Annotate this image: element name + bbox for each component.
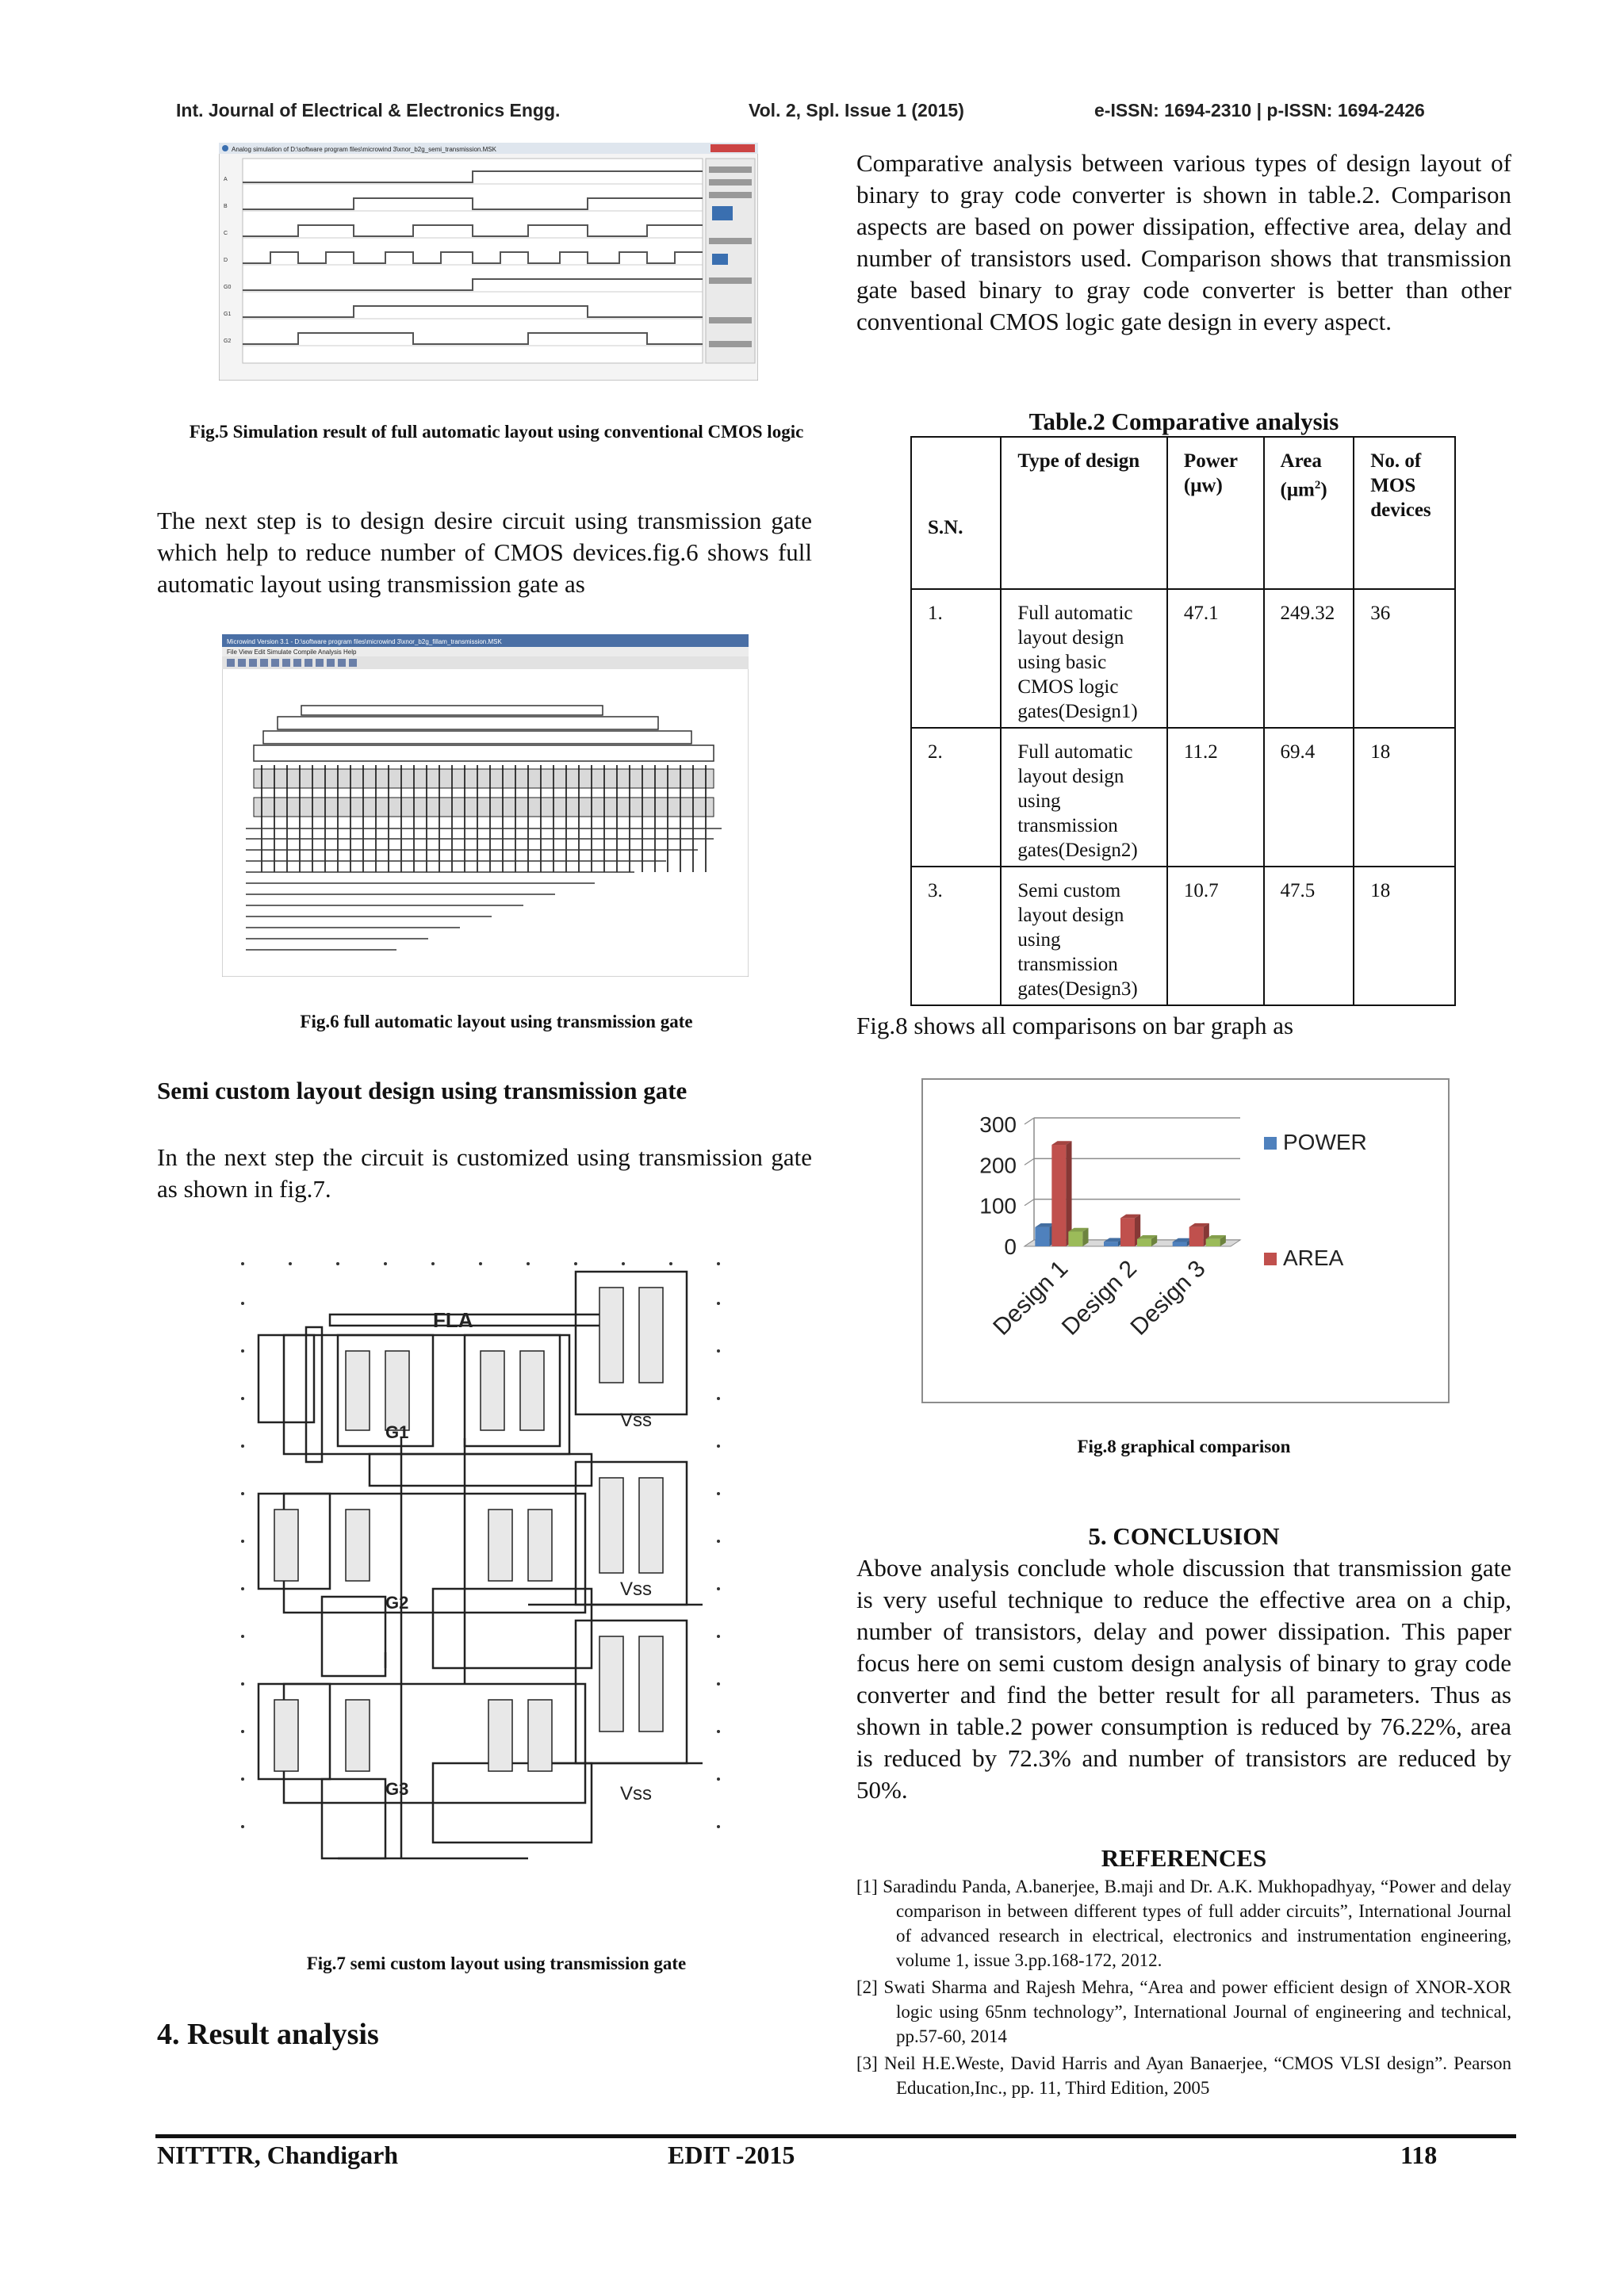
row2-mos: 18 <box>1354 728 1455 867</box>
bar-face <box>1051 1145 1066 1246</box>
left-paragraph-2: In the next step the circuit is customized using transmission gate as shown in fig.7. <box>157 1143 812 1203</box>
reference-2: [2] Swati Sharma and Rajesh Mehra, “Area and power efficient design of XNOR-XOR logic using 65nm technology”, International Journal of engineering and technical, pp.57-60, 2014 <box>856 1977 1511 2046</box>
fig7-label-g1: G1 <box>385 1422 409 1442</box>
svg-text:C: C <box>224 231 228 236</box>
header-type: Type of design <box>1001 437 1167 589</box>
table-row <box>911 728 1455 867</box>
fig7-label-g2: G2 <box>385 1593 409 1613</box>
row1-sn: 1. <box>911 589 1001 728</box>
svg-text:B: B <box>224 204 228 209</box>
fig7-label-g3: G3 <box>385 1779 409 1799</box>
row3-mos: 18 <box>1354 867 1455 1005</box>
header-area-prefix: Area (μm <box>1280 450 1322 501</box>
fig7-label-fla: FLA <box>433 1308 473 1332</box>
fig8-bar-chart <box>921 1078 1450 1403</box>
page-number: 118 <box>1400 2141 1438 2169</box>
fig5-window-title: Analog simulation of D:\software program files\microwind 3\xnor_b2g_semi_transmission.MSK <box>232 146 496 153</box>
legend-swatch <box>1264 1253 1277 1265</box>
bar-face <box>1206 1239 1220 1246</box>
reference-1: [1] Saradindu Panda, A.banerjee, B.maji and Dr. A.K. Mukhopadhyay, “Power and delay comparison in between different types of full adder circuits”, International Journal of advanced research in electrical, electronics and instrumentation engineering, volume 1, issue 3.pp.168-172, 2012. <box>856 1877 1511 1970</box>
volume-info: Vol. 2, Spl. Issue 1 (2015) <box>749 100 964 121</box>
row3-type: Semi custom layout design using transmission gates(Design3) <box>1001 867 1167 1005</box>
left-paragraph-1: The next step is to design desire circuit using transmission gate which help to reduce number of CMOS devices.fig.6 shows full automatic layout using transmission gate as <box>157 507 812 598</box>
fig7-semi-custom-layout <box>227 1256 734 1903</box>
table-title: Table.2 Comparative analysis <box>1028 408 1339 435</box>
fig6-caption: Fig.6 full automatic layout using transmission gate <box>300 1012 693 1031</box>
conclusion-heading: 5. CONCLUSION <box>1088 1522 1280 1550</box>
bar-face <box>1189 1227 1204 1246</box>
row3-area: 47.5 <box>1264 867 1354 1005</box>
table-header-row <box>911 437 1455 589</box>
svg-text:G2: G2 <box>224 339 232 344</box>
header-area-suffix: ) <box>1320 479 1327 501</box>
category-label: Design 1 <box>988 1255 1074 1341</box>
row2-sn: 2. <box>911 728 1001 867</box>
footer-event: EDIT -2015 <box>668 2141 795 2169</box>
bar-face <box>1120 1218 1135 1246</box>
fig7-label-vss-3: Vss <box>620 1783 653 1804</box>
table-row <box>911 589 1455 728</box>
fig5-caption: Fig.5 Simulation result of full automatic layout using conventional CMOS logic <box>189 422 804 442</box>
section-4-heading: 4. Result analysis <box>157 2018 379 2051</box>
fig6-window-title: Microwind Version 3.1 - D:\software program files\microwind 3\xnor_b2g_fillam_transmission.MSK <box>227 638 502 645</box>
fig8-intro: Fig.8 shows all comparisons on bar graph as <box>856 1012 1294 1039</box>
legend-label: POWER <box>1283 1130 1367 1154</box>
row2-power: 11.2 <box>1167 728 1264 867</box>
legend-swatch <box>1264 1137 1277 1150</box>
y-tick-label: 100 <box>979 1193 1017 1219</box>
row1-power: 47.1 <box>1167 589 1264 728</box>
category-label: Design 2 <box>1056 1255 1142 1341</box>
journal-name: Int. Journal of Electrical & Electronics Engg. <box>176 100 561 121</box>
svg-text:D: D <box>224 258 228 263</box>
bar-face <box>1137 1239 1151 1246</box>
footer-institute: NITTTR, Chandigarh <box>157 2141 399 2169</box>
bar-face <box>1173 1242 1187 1246</box>
y-tick-label: 300 <box>979 1112 1017 1137</box>
header-area-sup: 2 <box>1314 479 1321 492</box>
row1-type: Full automatic layout design using basic CMOS logic gates(Design1) <box>1001 589 1167 728</box>
header-power: Power (μw) <box>1167 437 1264 589</box>
fig8-caption: Fig.8 graphical comparison <box>1077 1437 1291 1456</box>
svg-text:G0: G0 <box>224 285 232 290</box>
references-list <box>856 1874 1511 2103</box>
reference-3: [3] Neil H.E.Weste, David Harris and Ayan Banaerjee, “CMOS VLSI design”. Pearson Education,Inc., pp. 11, Third Edition, 2005 <box>856 2053 1511 2098</box>
fig7-caption: Fig.7 semi custom layout using transmission gate <box>306 1954 687 1973</box>
table-row <box>911 867 1455 1005</box>
comparison-table <box>910 436 1456 1006</box>
row1-area: 249.32 <box>1264 589 1354 728</box>
svg-text:A: A <box>224 177 228 182</box>
header-sn: S.N. <box>911 437 1001 589</box>
footer-rule <box>155 2134 1516 2138</box>
bar-series-3-1 <box>1068 1228 1088 1246</box>
y-tick-label: 0 <box>1004 1234 1017 1259</box>
y-tick-label: 200 <box>979 1153 1017 1178</box>
references-heading: REFERENCES <box>1101 1844 1267 1872</box>
header-mos: No. of MOS devices <box>1354 437 1455 589</box>
bar-area-1 <box>1051 1141 1071 1246</box>
issn-info: e-ISSN: 1694-2310 | p-ISSN: 1694-2426 <box>1094 100 1425 121</box>
bar-face <box>1104 1242 1118 1246</box>
bar-face <box>1068 1232 1082 1246</box>
legend-label: AREA <box>1283 1246 1344 1270</box>
fig7-label-vss-2: Vss <box>620 1578 653 1600</box>
right-paragraph-1: Comparative analysis between various types of design layout of binary to gray code converter is shown in table.2. Comparison aspects are based on power dissipation, effective area, delay and number of transistors used. Comparison shows that transmission gate based binary to gray code converter is better than other conventional CMOS logic gate design in every aspect. <box>856 149 1511 335</box>
conclusion-text: Above analysis conclude whole discussion that transmission gate is very useful technique to reduce the effective area on a chip, number of transistors, delay and power dissipation. This paper focus here on semi custom design analysis of binary to gray code converter and find the better result for all parameters. Thus as shown in table.2 power consumption is reduced by 76.22%, area is reduced by 72.3% and number of transistors are reduced by 50%. <box>856 1554 1511 1804</box>
row3-sn: 3. <box>911 867 1001 1005</box>
header-area <box>1264 437 1354 589</box>
row1-mos: 36 <box>1354 589 1455 728</box>
bar-face <box>1035 1227 1049 1246</box>
category-label: Design 3 <box>1125 1255 1211 1341</box>
semi-custom-heading: Semi custom layout design using transmission gate <box>157 1077 688 1104</box>
svg-text:G1: G1 <box>224 312 232 317</box>
fig5-simulation-waveforms <box>219 143 758 381</box>
row2-area: 69.4 <box>1264 728 1354 867</box>
fig6-menu-bar: File View Edit Simulate Compile Analysis Help <box>227 649 357 656</box>
row3-power: 10.7 <box>1167 867 1264 1005</box>
fig6-full-automatic-layout <box>222 634 749 977</box>
fig7-label-vss-1: Vss <box>620 1410 653 1431</box>
row2-type: Full automatic layout design using transmission gates(Design2) <box>1001 728 1167 867</box>
